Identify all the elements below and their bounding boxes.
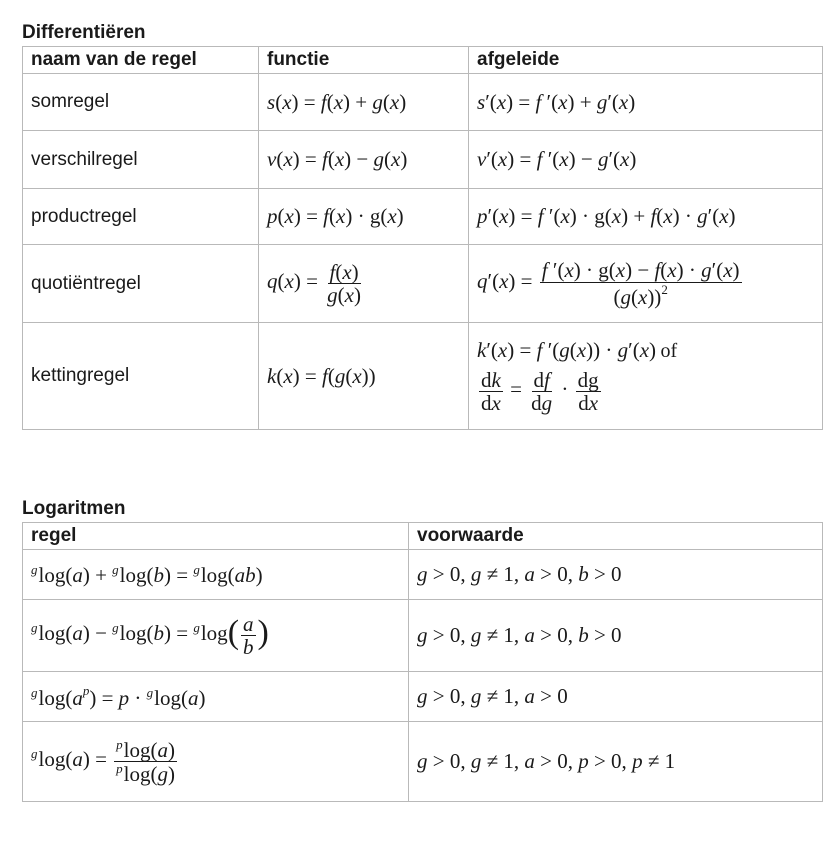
rule-cell bbox=[23, 672, 409, 722]
table-row bbox=[23, 550, 823, 600]
function-cell bbox=[259, 131, 469, 189]
formula: g > 0, g ≠ 1, a > 0, b > 0 bbox=[417, 623, 622, 647]
formula: s(x) = f(x) + g(x) bbox=[267, 89, 407, 114]
function-cell bbox=[259, 323, 469, 430]
derivative-cell bbox=[469, 74, 823, 131]
formula: k(x) = f(g(x)) bbox=[267, 363, 376, 388]
condition-cell bbox=[409, 722, 823, 802]
derivative-cell bbox=[469, 189, 823, 245]
header-voorwaarde: voorwaarde bbox=[409, 523, 823, 550]
table-row bbox=[23, 74, 823, 131]
header-naam-van-de-regel: naam van de regel bbox=[23, 47, 259, 74]
formula: g > 0, g ≠ 1, a > 0, p > 0, p ≠ 1 bbox=[417, 749, 676, 773]
logaritmen-title: Logaritmen bbox=[22, 498, 126, 519]
logaritmen-table bbox=[22, 522, 823, 802]
rule-cell bbox=[23, 722, 409, 802]
rule-cell bbox=[23, 600, 409, 672]
formula: $^g$log(a) = $\frac{^p\log(a)}{^p\log(g)}$ bbox=[31, 736, 175, 786]
rule-name-somregel: somregel bbox=[23, 74, 259, 131]
function-cell bbox=[259, 245, 469, 323]
formula: $\frac{dk}{dx}$ = $\frac{df}{dg}$ · $\frac{dg}{dx}$ bbox=[481, 367, 599, 415]
condition-cell bbox=[409, 672, 823, 722]
header-afgeleide: afgeleide bbox=[469, 47, 823, 74]
formula: q(x) = $\frac{f(x)}{g(x)}$ bbox=[267, 259, 361, 307]
formula: p′(x) = f ′(x) · g(x) + f(x) · g′(x) bbox=[477, 204, 736, 228]
table-row bbox=[23, 245, 823, 323]
rule-name-verschilregel: verschilregel bbox=[23, 131, 259, 189]
formula: v(x) = f(x) − g(x) bbox=[267, 147, 408, 171]
formula: $^g$log(a) + $^g$log(b) = $^g$log(ab) bbox=[31, 561, 263, 587]
table-row bbox=[23, 131, 823, 189]
rule-name-productregel: productregel bbox=[23, 189, 259, 245]
table-header-row bbox=[23, 523, 823, 550]
formula: v′(x) = f ′(x) − g′(x) bbox=[477, 147, 637, 171]
rule-name-kettingregel: kettingregel bbox=[23, 323, 259, 430]
formula: g > 0, g ≠ 1, a > 0, b > 0 bbox=[417, 562, 622, 586]
table-header-row bbox=[23, 47, 823, 74]
rule-cell bbox=[23, 550, 409, 600]
of-text: of bbox=[660, 339, 678, 362]
formula: $^g\log(a^p) = p \cdot ^g\log(a)$ bbox=[31, 682, 206, 710]
derivative-cell bbox=[469, 245, 823, 323]
table-row bbox=[23, 189, 823, 245]
table-row bbox=[23, 672, 823, 722]
differentieren-table bbox=[22, 46, 823, 430]
header-functie: functie bbox=[259, 47, 469, 74]
differentieren-title: Differentiëren bbox=[22, 22, 146, 43]
rule-name-quotientregel: quotiëntregel bbox=[23, 245, 259, 323]
derivative-cell bbox=[469, 323, 823, 430]
table-row bbox=[23, 323, 823, 430]
function-cell bbox=[259, 74, 469, 131]
derivative-cell bbox=[469, 131, 823, 189]
formula: q′(x) = $\frac{f '(x) \cdot g(x) - f(x) \cdot g'(x)}{(g(x))^2}$ bbox=[477, 258, 740, 309]
formula: $^g$log(a) − $^g$log(b) = $^g$log( $\frac{a}{b}$ ) bbox=[31, 611, 269, 659]
formula: k′(x) = f ′(g(x)) · g′(x) bbox=[477, 337, 657, 362]
formula: p(x) = f(x) · g(x) bbox=[267, 204, 404, 228]
table-row bbox=[23, 600, 823, 672]
function-cell bbox=[259, 189, 469, 245]
table-row bbox=[23, 722, 823, 802]
formula: g > 0, g ≠ 1, a > 0 bbox=[417, 684, 568, 708]
header-regel: regel bbox=[23, 523, 409, 550]
formula: s′(x) = f ′(x) + g′(x) bbox=[477, 89, 636, 114]
condition-cell bbox=[409, 600, 823, 672]
condition-cell bbox=[409, 550, 823, 600]
